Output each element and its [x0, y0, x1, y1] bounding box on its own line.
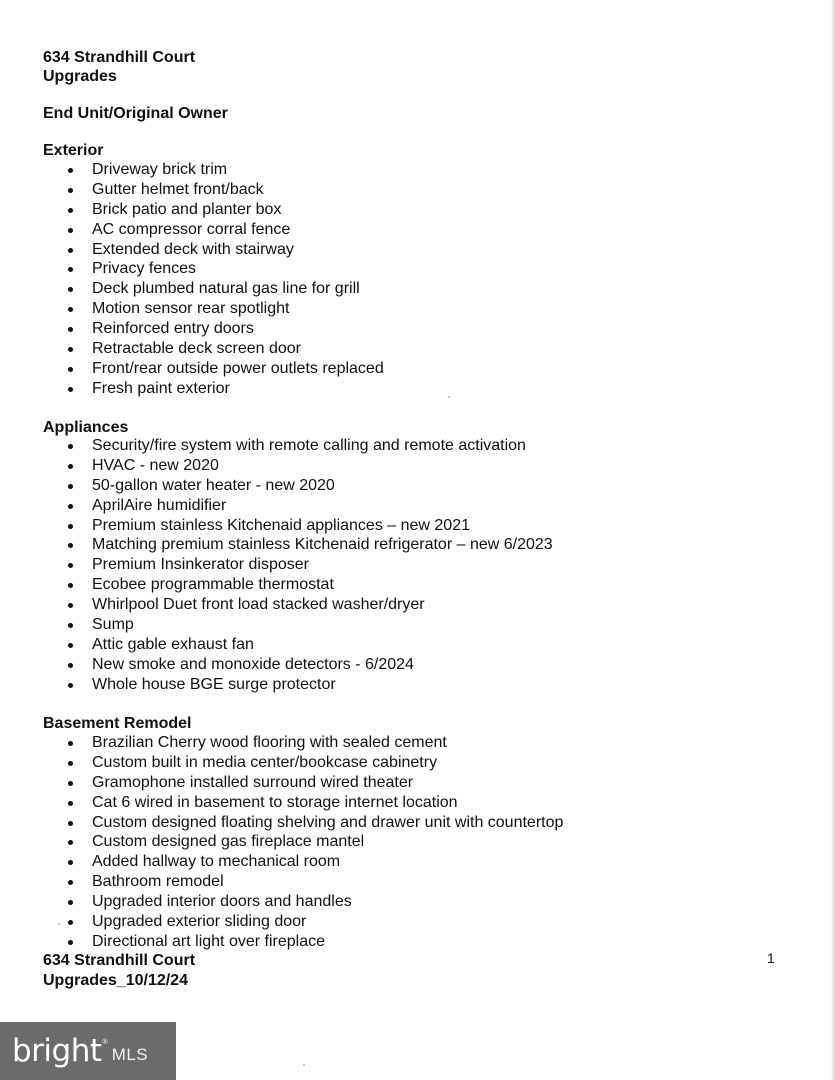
list-item: Bathroom remodel [0, 872, 760, 892]
list-item: Custom designed gas fireplace mantel [0, 832, 760, 852]
list-item: Whirlpool Duet front load stacked washer/dryer [0, 595, 760, 615]
list-item: Matching premium stainless Kitchenaid refrigerator – new 6/2023 [0, 535, 760, 555]
list-item: Driveway brick trim [0, 160, 760, 180]
exterior-list [0, 160, 760, 399]
list-item: Custom built in media center/bookcase cabinetry [0, 753, 760, 773]
watermark-suffix: MLS [111, 1045, 149, 1064]
watermark-brand: bright [12, 1032, 102, 1069]
list-item: Ecobee programmable thermostat [0, 575, 760, 595]
list-item: Premium stainless Kitchenaid appliances – new 2021 [0, 516, 760, 536]
page-number: 1 [767, 950, 775, 966]
scan-speck [448, 396, 450, 398]
list-item: 50-gallon water heater - new 2020 [0, 476, 760, 496]
scan-speck [303, 1064, 305, 1066]
scan-speck [58, 923, 60, 925]
footer-address: 634 Strandhill Court [43, 952, 196, 969]
document-address: 634 Strandhill Court [43, 49, 196, 66]
section-title-appliances: Appliances [43, 419, 129, 436]
list-item: Cat 6 wired in basement to storage internet location [0, 793, 760, 813]
list-item: Security/fire system with remote calling and remote activation [0, 436, 760, 456]
list-item: Brazilian Cherry wood flooring with sealed cement [0, 733, 760, 753]
document-note: End Unit/Original Owner [43, 105, 228, 122]
list-item: New smoke and monoxide detectors - 6/2024 [0, 655, 760, 675]
list-item: Gramophone installed surround wired theater [0, 773, 760, 793]
list-item: Upgraded exterior sliding door [0, 912, 760, 932]
bright-mls-watermark [0, 1022, 176, 1080]
list-item: Retractable deck screen door [0, 339, 760, 359]
footer-label: Upgrades_10/12/24 [43, 972, 188, 989]
list-item: AC compressor corral fence [0, 220, 760, 240]
section-title-exterior: Exterior [43, 142, 104, 159]
list-item: Directional art light over fireplace [0, 932, 760, 952]
list-item: Attic gable exhaust fan [0, 635, 760, 655]
list-item: Custom designed floating shelving and drawer unit with countertop [0, 813, 760, 833]
list-item: Privacy fences [0, 259, 760, 279]
list-item: Front/rear outside power outlets replaced [0, 359, 760, 379]
list-item: Motion sensor rear spotlight [0, 299, 760, 319]
list-item: HVAC - new 2020 [0, 456, 760, 476]
scan-edge-shadow [831, 0, 835, 1080]
list-item: Added hallway to mechanical room [0, 852, 760, 872]
list-item: Deck plumbed natural gas line for grill [0, 279, 760, 299]
basement-list [0, 733, 760, 952]
document-subtitle: Upgrades [43, 68, 117, 85]
list-item: Brick patio and planter box [0, 200, 760, 220]
list-item: Premium Insinkerator disposer [0, 555, 760, 575]
section-title-basement: Basement Remodel [43, 715, 192, 732]
list-item: Sump [0, 615, 760, 635]
list-item: Extended deck with stairway [0, 240, 760, 260]
list-item: Fresh paint exterior [0, 379, 760, 399]
list-item: Whole house BGE surge protector [0, 675, 760, 695]
list-item: AprilAire humidifier [0, 496, 760, 516]
list-item: Reinforced entry doors [0, 319, 760, 339]
list-item: Upgraded interior doors and handles [0, 892, 760, 912]
appliances-list [0, 436, 760, 695]
list-item: Gutter helmet front/back [0, 180, 760, 200]
watermark-registered-mark: ® [102, 1038, 108, 1046]
